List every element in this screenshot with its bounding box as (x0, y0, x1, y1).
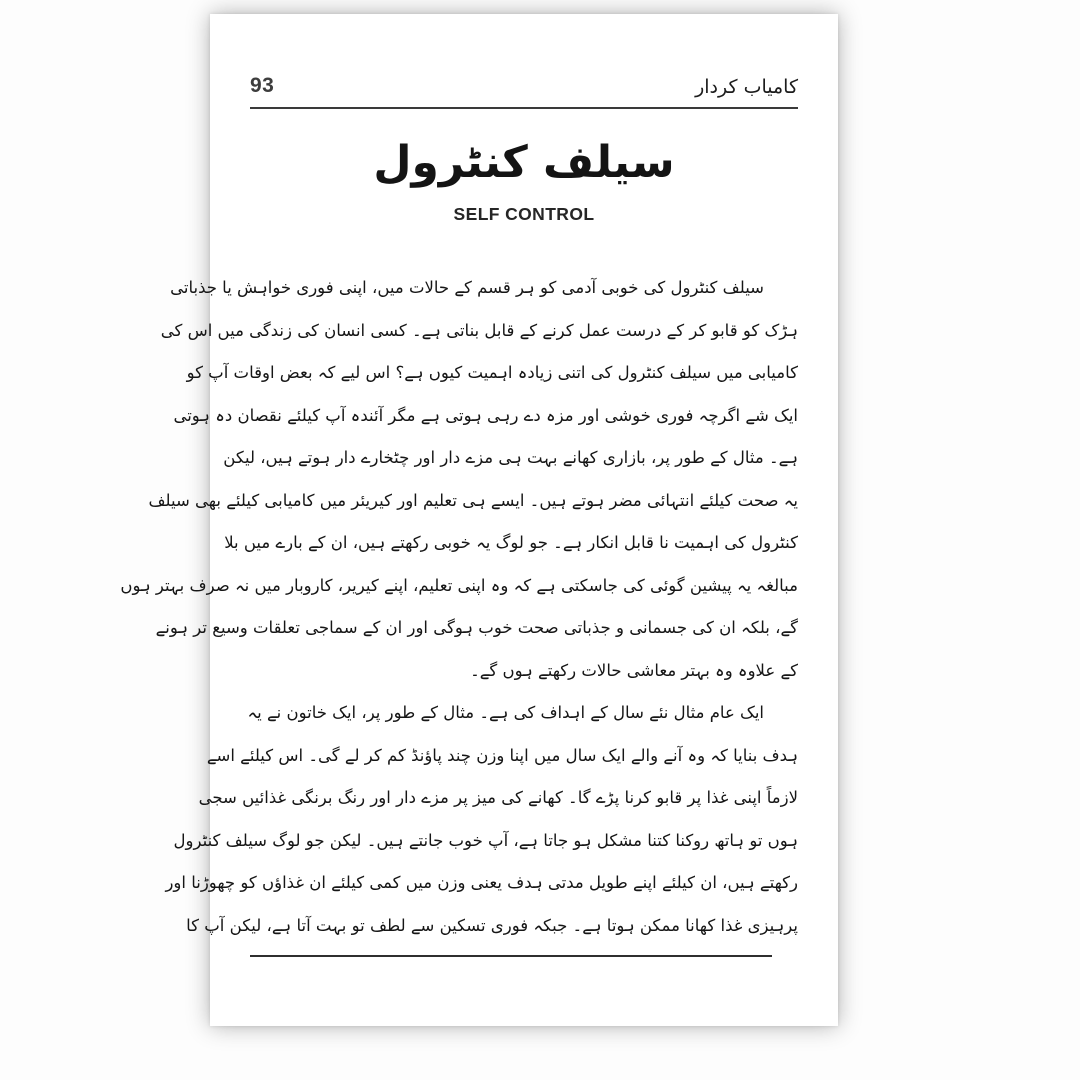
text-line: ہڑک کو قابو کر کے درست عمل کرنے کے قابل بناتی ہے۔ کسی انسان کی زندگی میں اس کی (160, 320, 798, 340)
text-line: ہدف بنایا کہ وہ آنے والے ایک سال میں اپنا وزن چند پاؤنڈ کم کر لے گی۔ اس کیلئے اسے (206, 745, 798, 765)
text-line: پرہیزی غذا کھانا ممکن ہوتا ہے۔ جبکہ فوری تسکین سے لطف تو بہت آتا ہے، لیکن آپ کا (186, 915, 798, 935)
text-line: کنٹرول کی اہمیت نا قابل انکار ہے۔ جو لوگ یہ خوبی رکھتے ہیں، ان کے بارے میں بلا (224, 533, 798, 552)
text-line: گے، بلکہ ان کی جسمانی و جذباتی صحت خوب ہوگی اور ان کے سماجی تعلقات وسیع تر ہونے (155, 618, 798, 637)
chapter-title-urdu: سیلف کنٹرول (373, 137, 675, 188)
text-line: ہوں تو ہاتھ روکنا کتنا مشکل ہو جاتا ہے، آپ خوب جانتے ہیں۔ لیکن جو لوگ سیلف کنٹرول (173, 830, 798, 850)
text-line: لازماً اپنی غذا پر قابو کرنا پڑے گا۔ کھانے کی میز پر مزے دار اور رنگ برنگی غذائیں سجی (198, 788, 798, 807)
chapter-title-english: SELF CONTROL (453, 204, 595, 224)
text-line: یہ صحت کیلئے انتہائی مضر ہوتے ہیں۔ ایسے ہی تعلیم اور کیریئر میں کامیابی کیلئے بھی سیلف (148, 490, 798, 510)
text-line: ہے۔ مثال کے طور پر، بازاری کھانے بہت ہی مزے دار اور چٹخارے دار ہوتے ہیں، لیکن (223, 448, 798, 467)
text-line: کے علاوہ وہ بہتر معاشی حالات رکھتے ہوں گے۔ (470, 660, 798, 680)
text-line: رکھتے ہیں، ان کیلئے اپنے طویل مدتی ہدف یعنی وزن میں کمی کیلئے ان غذاؤں کو چھوڑنا اور (165, 873, 798, 892)
running-title: کامیاب کردار (695, 76, 798, 98)
body-text (120, 267, 798, 947)
text-line: کامیابی میں سیلف کنٹرول کی اتنی زیادہ اہمیت کیوں ہے؟ اس لیے کہ بعض اوقات آپ کو (186, 363, 798, 382)
text-line: ایک شے اگرچہ فوری خوشی اور مزہ دے رہی ہوتی ہے مگر آئندہ آپ کیلئے نقصان دہ ہوتی (173, 405, 798, 425)
page-header (250, 74, 798, 109)
text-line: مبالغہ یہ پیشین گوئی کی جاسکتی ہے کہ وہ اپنی تعلیم، اپنے کیریر، کاروبار میں نہ صرف بہتر ہوں (120, 575, 798, 595)
text-line: سیلف کنٹرول کی خوبی آدمی کو ہر قسم کے حالات میں، اپنی فوری خواہش یا جذباتی (170, 278, 764, 297)
book-page (120, 14, 838, 1026)
text-line: ایک عام مثال نئے سال کے اہداف کی ہے۔ مثال کے طور پر، ایک خاتون نے یہ (247, 703, 764, 722)
page-number: 93 (250, 74, 275, 97)
footer-rule (250, 955, 772, 957)
